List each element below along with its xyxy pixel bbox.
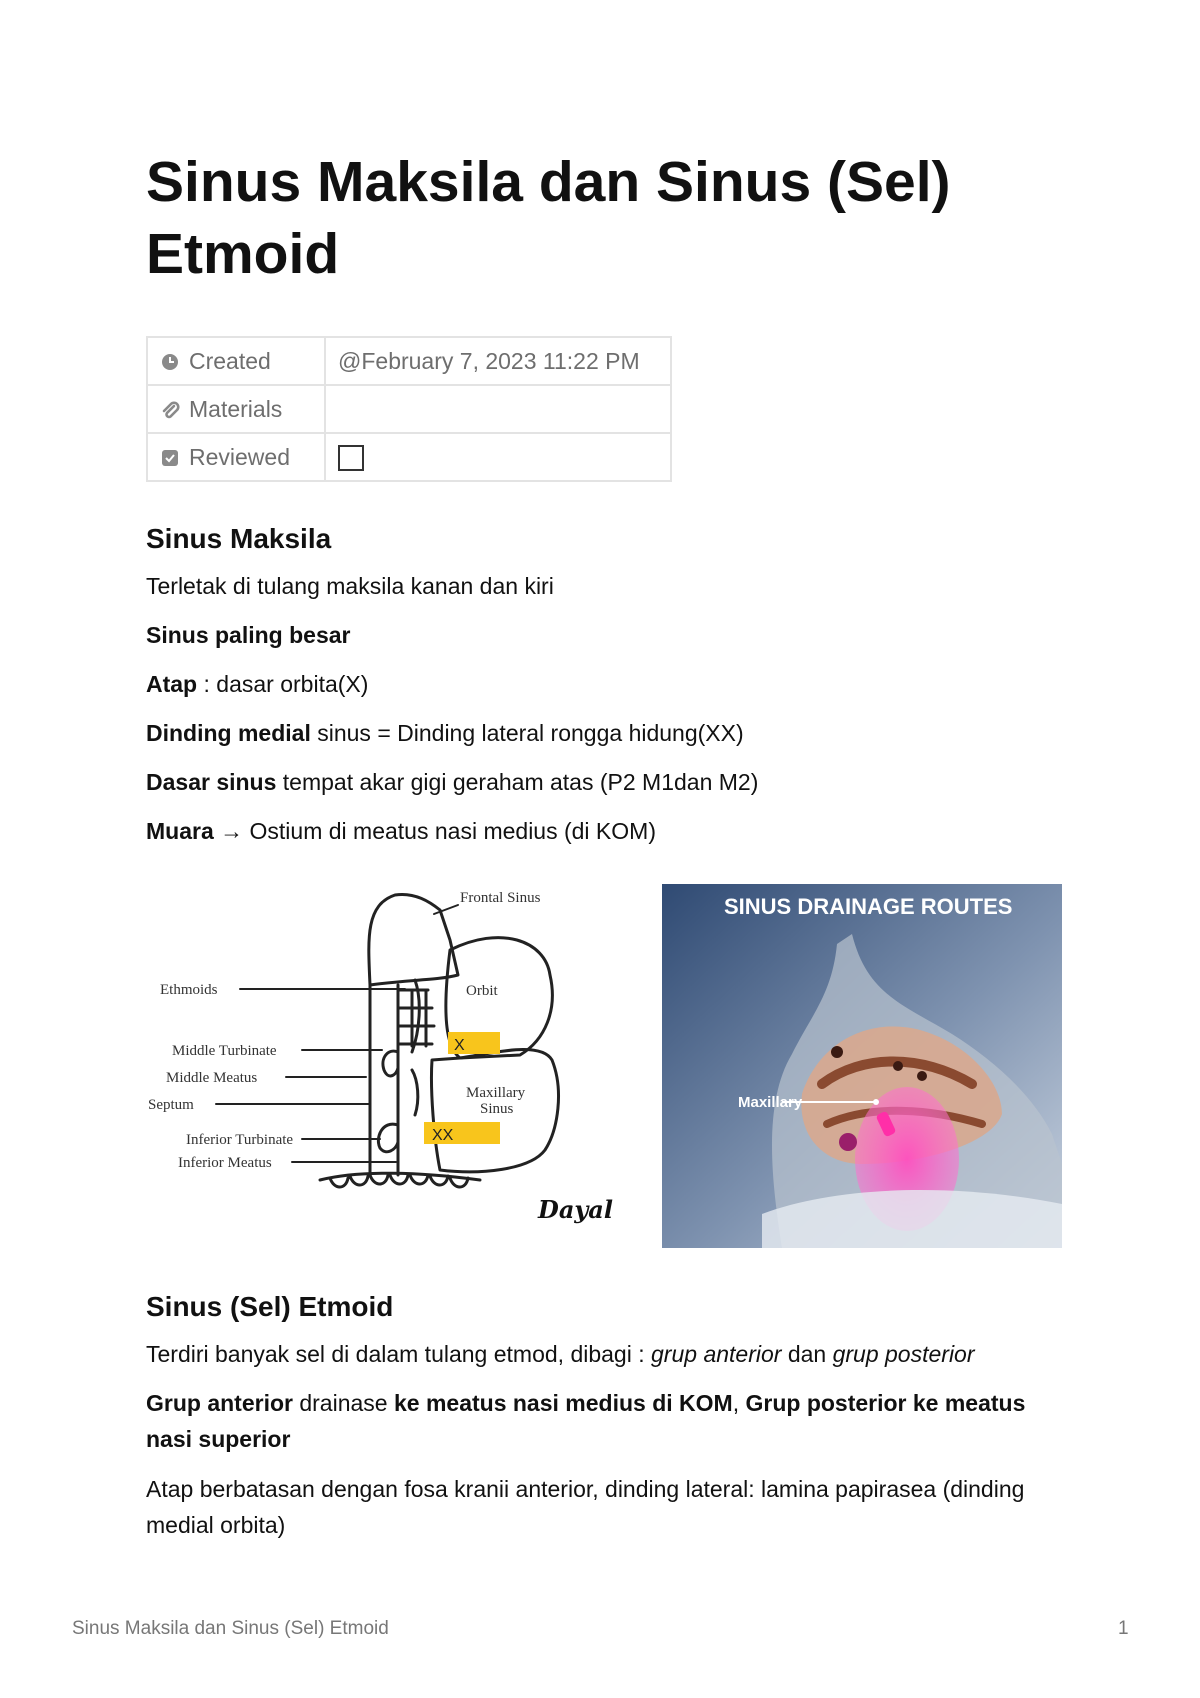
paperclip-icon	[160, 400, 180, 420]
bold-text: Dasar sinus	[146, 769, 277, 795]
property-row-created	[147, 337, 671, 385]
sinus-drainage-image	[662, 884, 1062, 1248]
text: ,	[732, 1390, 746, 1416]
label-maxillary: Maxillary	[466, 1085, 526, 1101]
checkbox-icon	[160, 448, 180, 468]
text: : dasar orbita(X)	[197, 671, 369, 697]
x-marker-label: X	[454, 1037, 465, 1054]
paragraph: Terletak di tulang maksila kanan dan kiri	[146, 573, 554, 599]
property-value-materials[interactable]	[325, 385, 671, 433]
property-label: Created	[189, 347, 271, 374]
property-value-reviewed	[325, 433, 671, 481]
xx-marker-label: XX	[432, 1127, 454, 1144]
paragraph	[146, 1385, 1046, 1457]
label-inferior-turbinate: Inferior Turbinate	[186, 1132, 294, 1148]
bold-text: ke meatus nasi medius di KOM	[393, 1390, 733, 1416]
signature: Dayal	[538, 1195, 613, 1224]
label-orbit: Orbit	[466, 983, 498, 999]
bold-text: Atap	[146, 671, 198, 697]
paragraph	[146, 1336, 1046, 1372]
text: Terdiri banyak sel di dalam tulang etmod, dibagi :	[146, 1341, 652, 1367]
text: tempat akar gigi geraham atas (P2 M1dan M2)	[276, 769, 759, 795]
text: sinus = Dinding lateral rongga hidung(XX)	[310, 720, 744, 746]
property-label: Reviewed	[189, 443, 290, 470]
properties-table	[146, 336, 672, 482]
paragraph	[146, 715, 1046, 751]
label-sinus: Sinus	[480, 1101, 514, 1117]
paragraph	[146, 764, 1046, 800]
label-frontal-sinus: Frontal Sinus	[460, 890, 541, 906]
sinus-anatomy-diagram	[148, 880, 620, 1240]
label-middle-meatus: Middle Meatus	[166, 1070, 258, 1086]
paragraph: Sinus paling besar	[146, 622, 351, 648]
property-label-cell	[147, 433, 325, 481]
paragraph	[146, 813, 1046, 849]
label-septum: Septum	[148, 1097, 194, 1113]
reviewed-checkbox[interactable]	[338, 445, 364, 471]
label-middle-turbinate: Middle Turbinate	[172, 1043, 277, 1059]
photo-label-maxillary: Maxillary	[738, 1094, 803, 1111]
section-heading-sinus-maksila: Sinus Maksila	[146, 523, 332, 554]
bold-text: Dinding medial	[146, 720, 311, 746]
bold-text: Grup posterior ke meatus nasi superior	[146, 1390, 1026, 1452]
label-ethmoids: Ethmoids	[160, 982, 218, 998]
text: → Ostium di meatus nasi medius (di KOM)	[213, 818, 656, 844]
label-inferior-meatus: Inferior Meatus	[178, 1155, 272, 1171]
property-label-cell	[147, 337, 325, 385]
italic-text: grup posterior	[832, 1341, 975, 1367]
page-title: Sinus Maksila dan Sinus (Sel) Etmoid	[146, 150, 951, 286]
photo-title: SINUS DRAINAGE ROUTES	[724, 894, 1013, 919]
text: drainase	[292, 1390, 394, 1416]
paragraph	[146, 666, 1046, 702]
italic-text: grup anterior	[651, 1341, 782, 1367]
bold-text: Grup anterior	[146, 1390, 293, 1416]
property-label: Materials	[189, 395, 283, 422]
property-row-reviewed	[147, 433, 671, 481]
property-row-materials	[147, 385, 671, 433]
bold-text: Muara	[146, 818, 214, 844]
section-heading-sinus-etmoid: Sinus (Sel) Etmoid	[146, 1291, 394, 1322]
clock-icon	[160, 352, 180, 372]
paragraph: Atap berbatasan dengan fosa kranii anterior, dinding lateral: lamina papirasea (dinding medial orbita)	[146, 1476, 1025, 1538]
property-label-cell	[147, 385, 325, 433]
page-number: 1	[1118, 1618, 1129, 1639]
property-value-created[interactable]: @February 7, 2023 11:22 PM	[325, 337, 671, 385]
footer-title: Sinus Maksila dan Sinus (Sel) Etmoid	[72, 1618, 389, 1639]
text: dan	[781, 1341, 833, 1367]
